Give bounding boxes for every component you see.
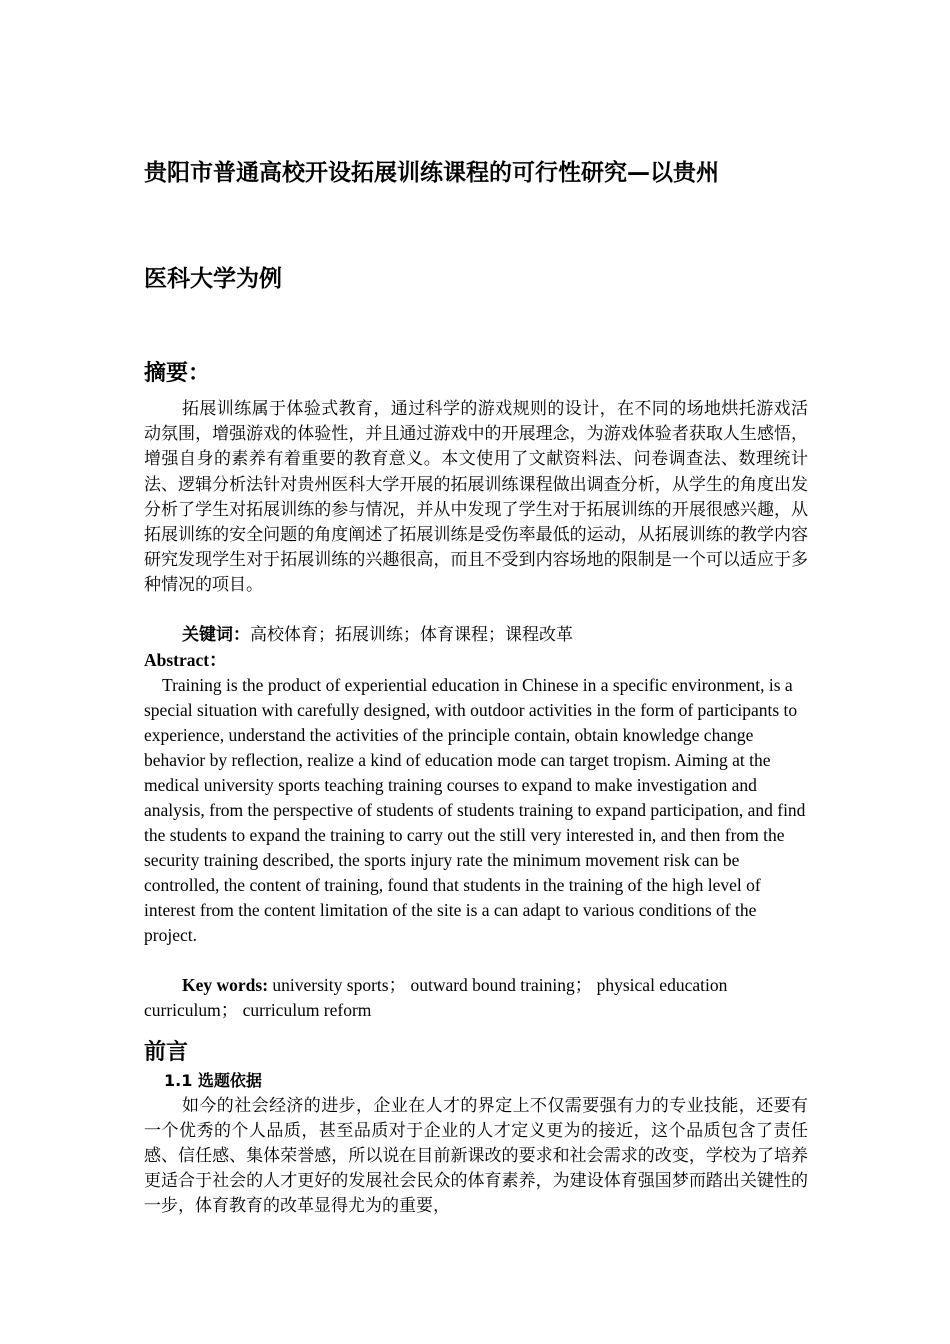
abstract-en-heading: Abstract： (144, 649, 227, 670)
section-heading-1-1: 1.1 选题依据 (164, 1070, 262, 1090)
abstract-zh-heading: 摘要： (144, 361, 211, 386)
keywords-en (144, 973, 808, 1023)
preface-heading: 前言 (144, 1039, 189, 1065)
abstract-zh-body: 拓展训练属于体验式教育，通过科学的游戏规则的设计，在不同的场地烘托游戏活动氛围，增强游戏的体验性，并且通过游戏中的开展理念，为游戏体验者获取人生感悟，增强自身的素养有着重要的教育意义。本文使用了文献资料法、问卷调查法、数理统计法、逻辑分析法针对贵州医科大学开展的拓展训练课程做出调查分析，从学生的角度出发分析了学生对拓展训练的参与情况，并从中发现了学生对于拓展训练的开展很感兴趣，从拓展训练的安全问题的角度阐述了拓展训练是受伤率最低的运动，从拓展训练的教学内容研究发现学生对于拓展训练的兴趣很高，而且不受到内容场地的限制是一个可以适应于多种情况的项目。 (144, 399, 808, 596)
document-body (144, 150, 808, 1220)
title-line-2: 医科大学为例 (144, 266, 282, 292)
title-line-1: 贵阳市普通高校开设拓展训练课程的可行性研究—以贵州 (144, 160, 719, 186)
keywords-en-values: university sports； outward bound training； physical education curriculum； curriculum reform (144, 974, 728, 1020)
keywords-en-label: Key words: (182, 974, 269, 995)
keywords-zh-values: 高校体育；拓展训练；体育课程；课程改革 (250, 624, 573, 645)
keywords-zh (144, 623, 808, 648)
keywords-zh-label: 关键词： (182, 624, 250, 645)
preface-body: 如今的社会经济的进步，企业在人才的界定上不仅需要强有力的专业技能，还要有一个优秀的个人品质，甚至品质对于企业的人才定义更为的接近，这个品质包含了责任感、信任感、集体荣誉感，所以说在目前新课改的要求和社会需求的改变，学校为了培养更适合于社会的人才更好的发展社会民众的体育素养，为建设体育强国梦而踏出关键性的一步，体育教育的改革显得尤为的重要， (144, 1095, 808, 1217)
abstract-en-body: Training is the product of experiential education in Chinese in a specific environment, is a special situation with carefully designed, with outdoor activities in the form of participants to experience, understand the activities of the principle contain, obtain knowledge change behavior by reflection, realize a kind of education mode can target tropism. Aiming at the medical university sports teaching training courses to expand to make investigation and analysis, from the perspective of students of students training to expand participation, and find the students to expand the training to carry out the still very interested in, and then from the security training described, the sports injury rate the minimum movement risk can be controlled, the content of training, found that students in the training of the high level of interest from the content limitation of the site is a can adapt to various conditions of the project. (144, 674, 806, 945)
